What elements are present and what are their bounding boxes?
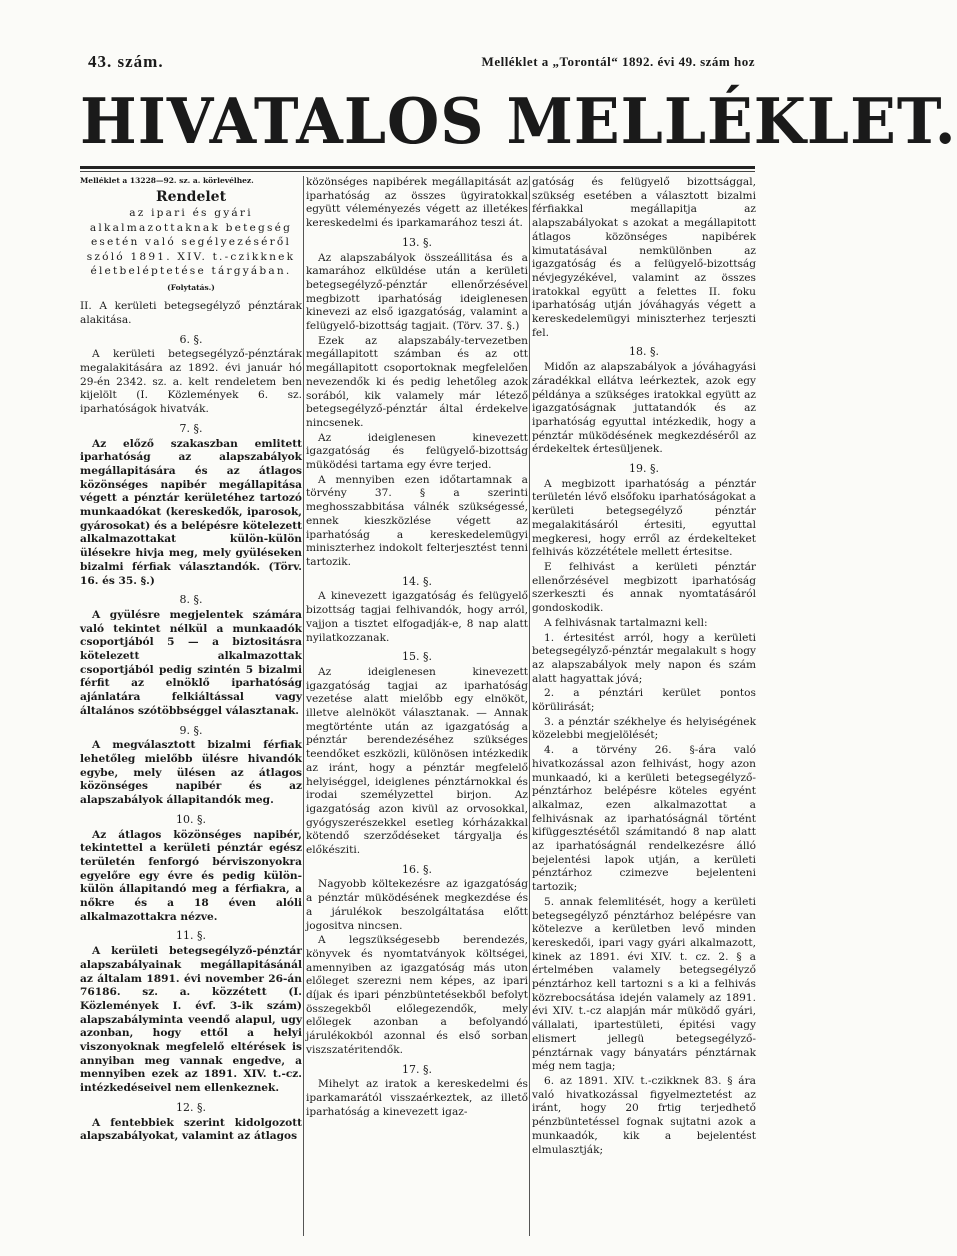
section-12-text: A fentebbiek szerint kidolgozott alapszabályokat, valamint az átlagos	[80, 1116, 302, 1143]
section-13-paragraph-3: Az ideiglenesen kinevezett igazgatóság és felügyelő-bizottság müködési tartama egy évre terjed.	[306, 431, 528, 472]
column-divider-2	[529, 176, 530, 1236]
section-14-text: A kinevezett igazgatóság és felügyelő bizottság tagjai felhivandók, hogy arról, vajjon a tisztet elfogadják-e, 8 nap alatt nyilatkozzanak.	[306, 590, 528, 644]
section-18-text: Midőn az alapszabályok a jóváhagyási záradékkal ellátva leérkeztek, azok egy példánya a szükséges iratokkal együtt az igazgatóságnak juttatandók és az iparhatóság egyuttal intézkedik, hogy a pénztár müködésének megkezdéséről az érdekeltek értesüljenek.	[532, 361, 756, 456]
section-15-text: Az ideiglenesen kinevezett igazgatóság tagjai az iparhatóság vezetése alatt mielőbb egy elnököt, illetve alelnököt választanak. — Annak megtörténte után az igazgatóság a pénztár berendezéséhez szükséges teendőket eszközli, különösen intézkedik az iránt, hogy a pénztár megfelelő helyiséggel, ideiglenes pénztárnokkal és irodai személyzettel birjon. Az igazgatóság azon kivül az orvosokkal, gyógyszerészekkel esetleg kórházakkal kötendő szerződéseket tárgyalja és előkésziti.	[306, 665, 528, 857]
section-11-text: A kerületi betegsegélyző-pénztár alapszabályainak megállapitásánál az általam 1891. évi november 26-án 76186. sz. a. közzétett (I. Közlemények I. évf. 3-ik szám) alapszabályminta veendő alapul, ugy azonban, hogy ettől a helyi viszonyoknak megfelelő eltérések is annyiban meg vannak engedve, a mennyiben ezek az 1891. XIV. t.-cz. intézkedéseivel nem ellenkeznek.	[80, 945, 302, 1095]
list-item-5: 5. annak felemlitését, hogy a kerületi betegsegélyző pénztárhoz belépésre van kötelezve a kerületben levő minden kereskedői, ipari vagy gyári alkalmazott, kinek az 1891. évi XIV. t. cz. 2. § a értelmében valamely betegsegélyző pénztárhoz kell tartozni s a ki a felhivás közrebocsátása idején valamely az 1891. évi XIV. t.-cz alapján már müködő gyári, vállalati, ipartestületi, épitési vagy elismert jellegü betegsegélyző-pénztárnak vagy bányatárs pénztárnak még nem tagja;	[532, 895, 756, 1073]
section-13-paragraph-1: Az alapszabályok összeállitása és a kamarához elküldése után a kerületi betegsegélyző-pénztár ellenőrzésével megbizott iparhatóság ideiglenesen kinevezi az első igazgatóság, valamint a felügyelő-bizottság tagjait. (Törv. 37. §.)	[306, 251, 528, 333]
column-3	[532, 176, 756, 1236]
section-19-paragraph-2: E felhivást a kerületi pénztár ellenőrzésével megbizott iparhatóság szerkeszti és annak nyomtatásáról gondoskodik.	[532, 560, 756, 615]
list-item-2: 2. a pénztári kerület pontos körülirását;	[532, 687, 756, 714]
masthead-title: HIVATALOS MELLÉKLET.	[80, 85, 957, 159]
section-11-heading: 11. §.	[176, 929, 206, 943]
section-12-heading: 12. §.	[176, 1100, 206, 1114]
masthead-rule-thin	[80, 171, 755, 172]
section-19-paragraph-1: A megbizott iparhatóság a pénztár területén lévő elsőfoku iparhatóságokat a kerületi betegsegélyző pénztár megalakitásáról értesiti, egyuttal megkeresi, hogy erről az érdekelteket felhivás közzététele mellett értesitse.	[532, 477, 756, 559]
section-13-paragraph-4: A mennyiben ezen időtartamnak a törvény 37. § a szerinti meghosszabbitása válnék szükségessé, ennek kieszközlése végett az iparhatóság a kereskedelemügyi miniszterhez indokolt felterjesztést tenni tartozik.	[306, 473, 528, 568]
issue-number: 43. szám.	[88, 52, 164, 71]
section-17-text: Mihelyt az iratok a kereskedelmi és iparkamarától visszaérkeztek, az illető iparhatóság a kinevezett igaz-	[306, 1078, 528, 1118]
section-6-text: A kerületi betegsegélyző-pénztárak megalakitására az 1892. évi január hó 29-én 2342. sz. a. kelt rendeletem ben kijelölt (I. Közlemények 6. sz. iparhatóságok hivatvák.	[80, 348, 302, 416]
chapter-heading: II. A kerületi betegsegélyző pénztárak alakitása.	[80, 300, 302, 326]
section-9-text: A megválasztott bizalmi férfiak lehetőleg mielőbb ülésre hivandók egybe, mely ülésen az átlagos közönséges napibér és az alapszabályok állapitandók meg.	[80, 739, 302, 807]
section-8-heading: 8. §.	[179, 593, 203, 607]
section-16-heading: 16. §.	[402, 862, 432, 876]
section-16-paragraph-1: Nagyobb költekezésre az igazgatóság a pénztár müködésének megkezdése és a járulékok beszolgáltatása előtt jogositva nincsen.	[306, 878, 528, 932]
section-9-heading: 9. §.	[179, 723, 203, 737]
section-7-text: Az előző szakaszban emlitett iparhatóság az alapszabályok megállapitására és az átlagos közönséges napibér megállapitása végett a pénztár kerületéhez tartozó munkaadókat (kereskedők, iparosok, gyárosokat) és a belépésre kötelezett alkalmazottakat külön-külön ülésekre hivja meg, mely gyüléseken bizalmi férfiak választandók. (Törv. 16. és 35. §.)	[80, 437, 302, 587]
page-header	[80, 52, 755, 72]
decree-title: Rendelet	[155, 189, 227, 205]
decree-subtitle: az ipari és gyári alkalmazottaknak betegség esetén való segélyezéséről szóló 1891. XIV. t.-czikknek életbeléptetése tárgyában.	[86, 207, 296, 277]
section-7-heading: 7. §.	[179, 421, 203, 435]
section-19-paragraph-3: A felhivásnak tartalmazni kell:	[544, 616, 708, 629]
list-item-3: 3. a pénztár székhelye és helyiségének közelebbi megjelölését;	[532, 715, 756, 742]
section-10-text: Az átlagos közönséges napibér, tekintettel a kerületi pénztár egész területén fenforgó bérviszonyokra egyelőre egy évre és pedig külön-külön állapitandó meg a férfiakra, a nőkre és a 18 éven alóli alkalmazottakra nézve.	[80, 828, 302, 923]
section-8-text: A gyülésre megjelentek számára való tekintet nélkül a munkaadók csoportjából 5 — a biztositásra kötelezett alkalmazottak csoportjából pedig szintén 5 bizalmi férfit az elnöklő iparhatóság ajánlatára felkiáltással vagy általános szótöbbséggel választanak.	[80, 608, 302, 717]
list-item-6: 6. az 1891. XIV. t.-czikknek 83. § ára való hivatkozással figyelmeztetést az iránt, hogy 20 frtig terjedhető pénzbüntetéssel fognak sujtatni azok a munkaadók, kik a bejelentést elmulasztják;	[532, 1075, 756, 1156]
section-10-heading: 10. §.	[176, 812, 206, 826]
supplement-reference: Melléklet a „Torontál“ 1892. évi 49. szám hoz	[481, 54, 755, 69]
section-12-continued: közönséges napibérek megállapitását az iparhatóság az összes ügyiratokkal együtt véleményezés végett az illetékes kereskedelmi és iparkamarához teszi át.	[306, 176, 528, 230]
masthead-rule-thick	[80, 166, 755, 169]
section-16-paragraph-2: A legszükségesebb berendezés, könyvek és nyomtatványok költségei, amennyiben az igazgatóság más uton előleget szerezni nem képes, az ipari díjak és ipari pénzbüntetésekből befolyt összegekből előlegezendők, mely előlegek azonban a befolyandó járulékokból azonnal és első sorban viszszatéritendők.	[306, 934, 528, 1056]
section-13-paragraph-2: Ezek az alapszabály-tervezetben megállapitott számban és az ott megállapitott csoportoknak megfelelően nevezendők ki és pedig lehetőleg azok sorából, kik valamely már létező betegsegélyző-pénztár által érdekelve nincsenek.	[306, 334, 528, 429]
section-14-heading: 14. §.	[402, 574, 432, 588]
circular-reference: Melléklet a 13228—92. sz. a. körlevélhez.	[80, 176, 254, 185]
column-divider-1	[303, 176, 304, 1236]
list-item-4: 4. a törvény 26. §-ára való hivatkozással azon felhivást, hogy azon munkaadó, ki a kerületi betegsegélyző-pénztárhoz belépésre köteles egyént alkalmaz, ezen alkalmazottat a felhivásnak az iparhatóságnál történt kifüggesztésétől számitandó 8 nap alatt az iparhatóságnál rendelkezésre álló bejelentési lapok utján, a kerületi pénztárhoz czimezve bejelenteni tartozik;	[532, 744, 756, 894]
section-13-heading: 13. §.	[402, 235, 432, 249]
section-17-continued: gatóság és felügyelő bizottsággal, szükség esetében a választott bizalmi férfiakkal megállapitja az alapszabályokat s azokat a megállapitott átlagos közönséges napibérek kimutatásával nemkülönben az igazgatóság és a felügyelő-bizottság névjegyzékével, valamint az összes iratokkal együtt a felettes II. foku iparhatóság utján jóváhagyás végett a kereskedelemügyi miniszterhez terjeszti fel.	[532, 176, 756, 339]
section-18-heading: 18. §.	[629, 345, 659, 359]
list-item-1: 1. értesitést arról, hogy a kerületi betegsegélyző-pénztár megalakult s hogy az alapszabályok mely napon és szám alatt hagyattak jóvá;	[532, 631, 756, 685]
column-1	[80, 176, 302, 1236]
section-15-heading: 15. §.	[402, 650, 432, 664]
column-2	[306, 176, 528, 1236]
section-17-heading: 17. §.	[402, 1062, 432, 1076]
continued-note: (Folytatás.)	[167, 282, 215, 292]
section-19-heading: 19. §.	[629, 462, 659, 476]
section-6-heading: 6. §.	[179, 332, 203, 346]
